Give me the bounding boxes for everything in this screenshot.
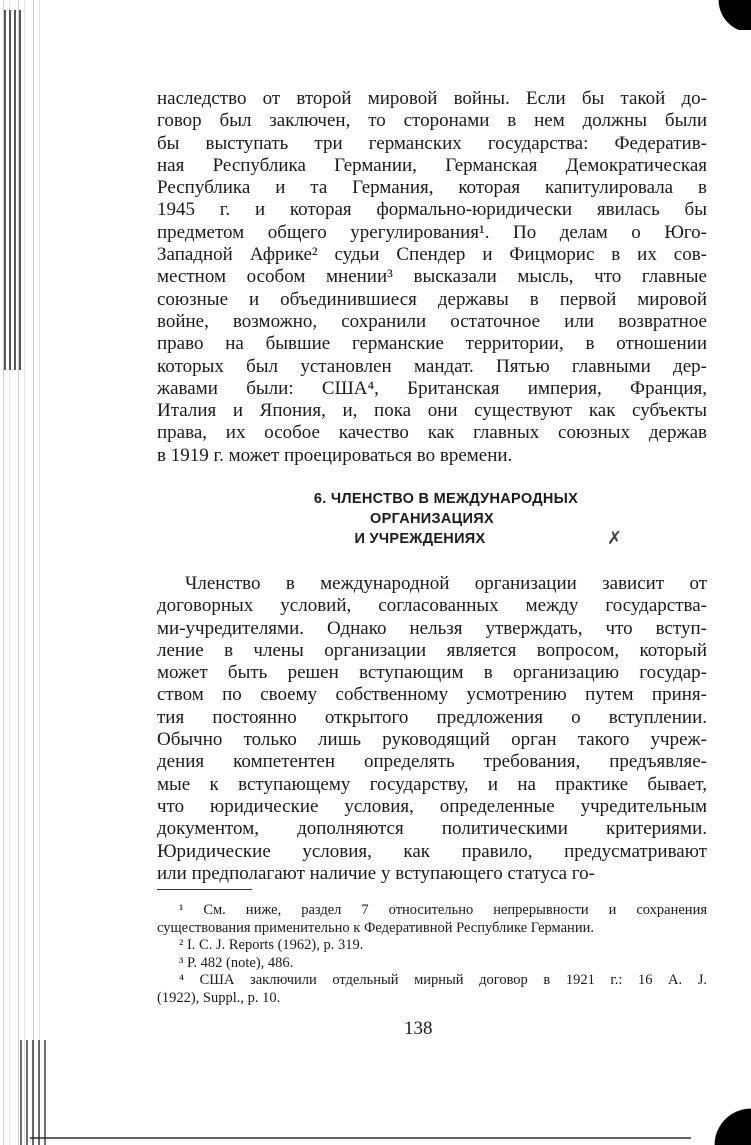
text-line: Членство в международной организации зависит от: [185, 573, 707, 594]
body-text: [157, 573, 707, 885]
footnote-4-line-2: (1922), Suppl., p. 10.: [157, 989, 281, 1006]
heading-line-1: 6. ЧЛЕНСТВО В МЕЖДУНАРОДНЫХ: [313, 491, 579, 507]
scan-artifact-bottom-left: [20, 1040, 50, 1145]
text-line: может быть решен вступающим в организацию государ-: [157, 662, 707, 684]
footnote-divider: [157, 889, 252, 890]
text-line: жавами были: США⁴, Британская империя, Франция,: [157, 377, 707, 399]
paragraph-1: [157, 88, 707, 467]
text-line: мые к вступающему государству, и на практике бывает,: [157, 773, 707, 795]
text-line: ством по своему собственному усмотрению путем приня-: [157, 684, 707, 706]
text-line: бы выступать три германских государства: Федератив-: [157, 132, 707, 154]
text-line: союзные и объединившиеся державы в первой мировой: [157, 288, 707, 310]
text-line: 1945 г. и которая формально-юридически явилась бы: [157, 199, 707, 221]
text-line: право на бывшие германские территории, в отношении: [157, 333, 707, 355]
text-line: права, их особое качество как главных союзных держав: [157, 422, 707, 444]
text-line: местном особом мнении³ высказали мысль, что главные: [157, 266, 707, 288]
text-line: в 1919 г. может проецироваться во времени.: [157, 444, 513, 466]
text-line: Юридические условия, как правило, предусматривают: [157, 840, 707, 862]
text-line: ная Республика Германии, Германская Демократическая: [157, 154, 707, 176]
text-line: наследство от второй мировой войны. Если бы такой до-: [157, 88, 707, 109]
footnote-2: ² I. C. J. Reports (1962), p. 319.: [179, 937, 364, 953]
text-line: войне, возможно, сохранили остаточное или возвратное: [157, 310, 707, 332]
text-line: что юридические условия, определенные учредительным: [157, 795, 707, 817]
scan-edge-bottom: [30, 1137, 691, 1139]
text-line: тия постоянно открытого предложения о вступлении.: [157, 706, 707, 728]
footnote-4-line-1: ⁴ США заключили отдельный мирный договор в 1921 г.: 16 A. J.: [179, 972, 707, 988]
scan-artifact-top-left: [4, 10, 24, 370]
text-line: предметом общего урегулирования¹. По делам о Юго-: [157, 221, 707, 243]
paragraph-2: [157, 573, 707, 885]
footnotes: [157, 902, 707, 1007]
text-line: или предполагают наличие у вступающего статуса го-: [157, 862, 595, 884]
scan-corner-bottom-right: [691, 1105, 751, 1145]
heading-line-3: И УЧРЕЖДЕНИЯХ: [354, 531, 486, 547]
text-line: Обычно только лишь руководящий орган такого учреж-: [157, 729, 707, 751]
pencil-mark: ✗: [607, 528, 623, 549]
body-text: [157, 88, 707, 467]
text-line: говор был заключен, то сторонами в нем должны были: [157, 110, 707, 132]
text-line: Италия и Япония, и, пока они существуют как субъекты: [157, 400, 707, 422]
page-number: 138: [404, 1018, 433, 1039]
text-line: документом, дополняются политическими критериями.: [157, 818, 707, 840]
text-line: Западной Африке² судьи Спендер и Фицморис в их сов-: [157, 244, 707, 266]
footnote-1-line-1: ¹ См. ниже, раздел 7 относительно непрерывности и сохранения: [179, 902, 707, 918]
text-line: договорных условий, согласованных между государства-: [157, 595, 707, 617]
footnote-3: ³ P. 482 (note), 486.: [179, 954, 294, 971]
text-line: дения компетентен определять требования, предъявляе-: [157, 751, 707, 773]
section-heading: [157, 489, 707, 549]
text-line: ми-учредителями. Однако нельзя утверждать, что вступ-: [157, 617, 707, 639]
scan-corner-top-right: [701, 0, 751, 30]
footnote-1-line-2: существования применительно к Федеративной Республике Германии.: [157, 919, 594, 936]
heading-line-2: ОРГАНИЗАЦИЯХ: [370, 511, 494, 527]
text-line: ление в члены организации является вопросом, который: [157, 639, 707, 661]
text-line: Республика и та Германия, которая капитулировала в: [157, 177, 707, 199]
text-line: которых был установлен мандат. Пятью главными дер-: [157, 355, 707, 377]
